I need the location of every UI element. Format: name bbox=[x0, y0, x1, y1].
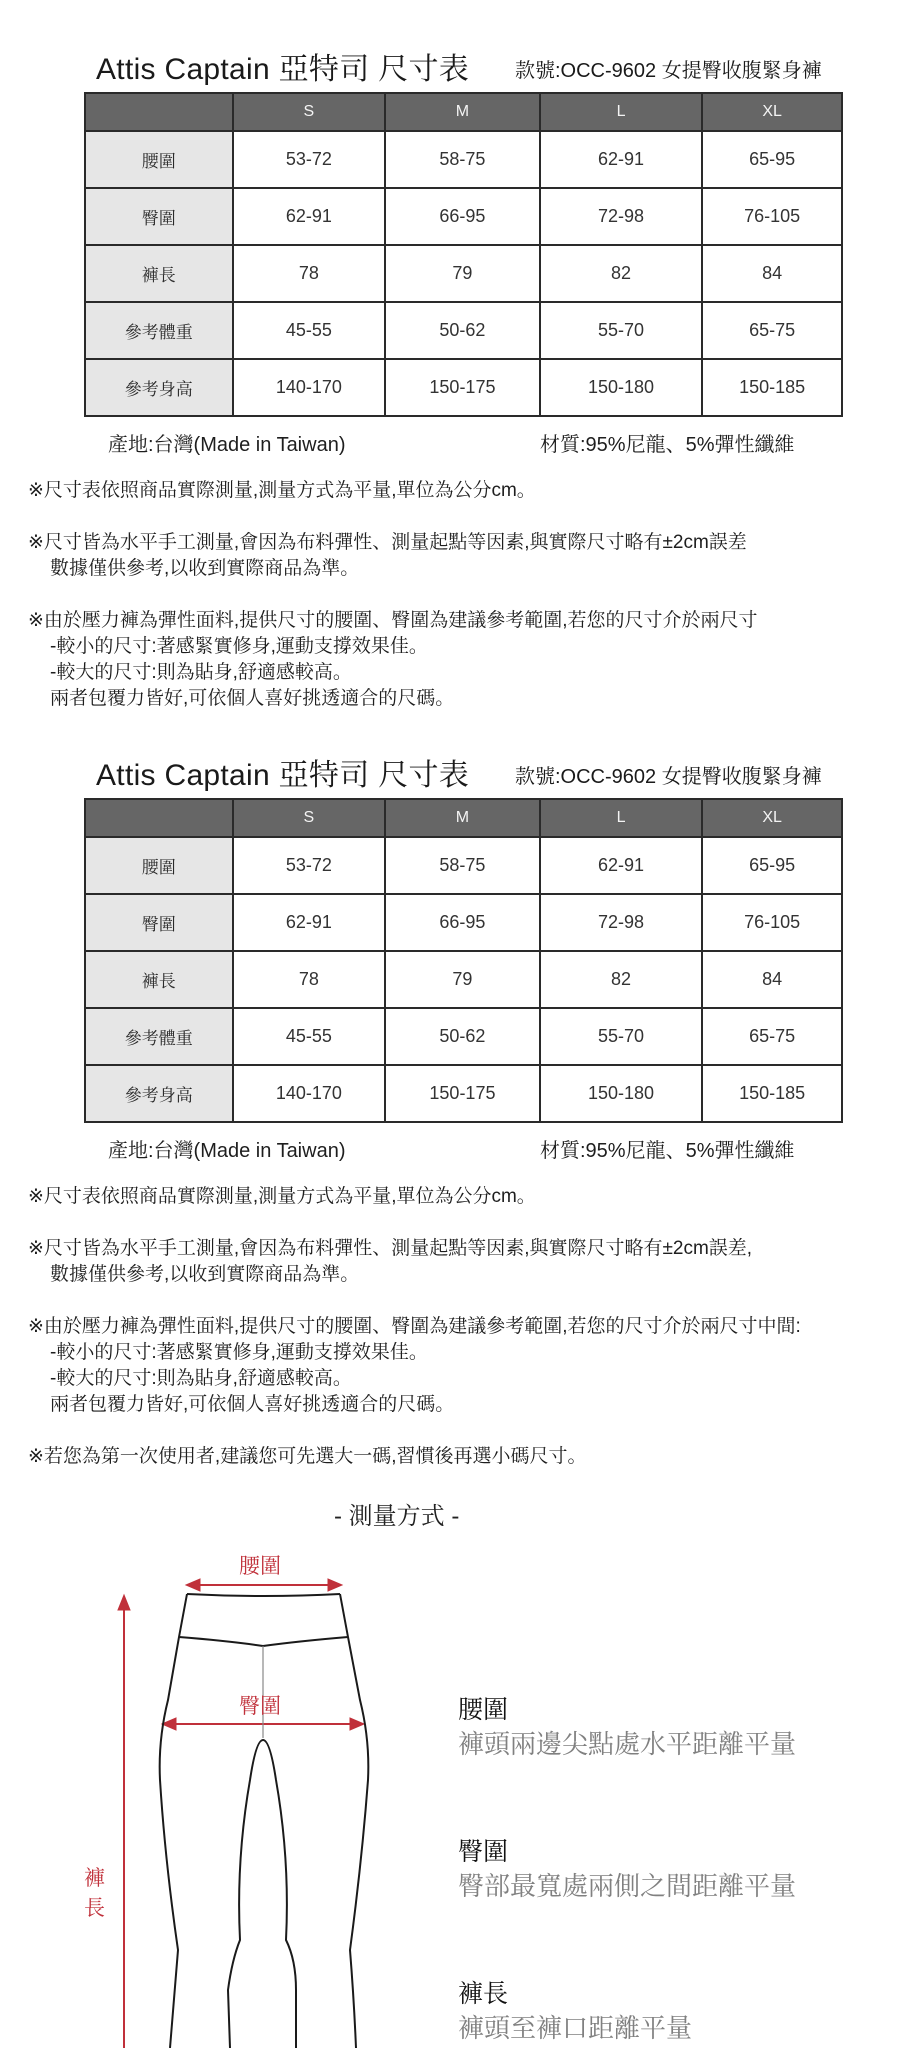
header-cell-xl: XL bbox=[702, 93, 842, 131]
table-cell: 65-95 bbox=[702, 131, 842, 188]
header-cell-m: M bbox=[385, 93, 540, 131]
table-cell: 150-175 bbox=[385, 1065, 540, 1122]
table-cell: 140-170 bbox=[233, 359, 386, 416]
size-table bbox=[84, 92, 843, 417]
header-cell-l: L bbox=[540, 799, 703, 837]
table-cell: 53-72 bbox=[233, 837, 386, 894]
table-row bbox=[85, 1065, 842, 1122]
length-diagram-label-1: 褲 bbox=[84, 1867, 105, 1890]
table-cell: 66-95 bbox=[385, 188, 540, 245]
waist-definition-desc: 褲頭兩邊尖點處水平距離平量 bbox=[458, 1729, 797, 1759]
waist-definition-term: 腰圍 bbox=[458, 1696, 509, 1724]
note-larger-size: -較大的尺寸:則為貼身,舒適感較高。 bbox=[50, 1368, 352, 1389]
header-cell-m: M bbox=[385, 799, 540, 837]
table-cell: 50-62 bbox=[385, 302, 540, 359]
material-label: 材質:95%尼龍、5%彈性纖維 bbox=[540, 1140, 795, 1162]
table-header-row bbox=[85, 93, 842, 131]
note-tolerance: ※尺寸皆為水平手工測量,會因為布料彈性、測量起點等因素,與實際尺寸略有±2cm誤差, bbox=[28, 1238, 753, 1259]
table-row bbox=[85, 951, 842, 1008]
table-cell: 45-55 bbox=[233, 1008, 386, 1065]
table-header-row bbox=[85, 799, 842, 837]
table-cell: 150-180 bbox=[540, 359, 703, 416]
pants-outline-icon bbox=[160, 1594, 369, 2048]
hip-definition-term: 臀圍 bbox=[458, 1838, 509, 1866]
header-cell-s: S bbox=[233, 93, 386, 131]
note-smaller-size: -較小的尺寸:著感緊實修身,運動支撐效果佳。 bbox=[50, 636, 428, 657]
measurement-title: - 測量方式 - bbox=[334, 1503, 460, 1530]
length-definition-desc: 褲頭至褲口距離平量 bbox=[458, 2013, 693, 2043]
row-label-waist: 腰圍 bbox=[85, 131, 233, 188]
note-first-time: ※若您為第一次使用者,建議您可先選大一碼,習慣後再選小碼尺寸。 bbox=[28, 1446, 587, 1467]
table-row bbox=[85, 302, 842, 359]
table-row bbox=[85, 245, 842, 302]
table-cell: 78 bbox=[233, 951, 386, 1008]
table-cell: 58-75 bbox=[385, 837, 540, 894]
product-model-label: 款號:OCC-9602 女提臀收腹緊身褲 bbox=[515, 766, 822, 788]
leggings-diagram bbox=[0, 1540, 460, 2048]
table-cell: 53-72 bbox=[233, 131, 386, 188]
row-label-hip: 臀圍 bbox=[85, 188, 233, 245]
table-cell: 78 bbox=[233, 245, 386, 302]
length-definition-term: 褲長 bbox=[458, 1980, 509, 2008]
row-label-height: 參考身高 bbox=[85, 359, 233, 416]
table-cell: 82 bbox=[540, 951, 703, 1008]
table-row bbox=[85, 837, 842, 894]
length-diagram-label-2: 長 bbox=[84, 1897, 105, 1920]
size-chart-title: Attis Captain 亞特司 尺寸表 bbox=[96, 759, 470, 792]
table-cell: 72-98 bbox=[540, 188, 703, 245]
table-row bbox=[85, 359, 842, 416]
table-cell: 58-75 bbox=[385, 131, 540, 188]
table-cell: 76-105 bbox=[702, 894, 842, 951]
length-arrow-icon bbox=[118, 1595, 130, 2048]
note-smaller-size: -較小的尺寸:著感緊實修身,運動支撐效果佳。 bbox=[50, 1342, 428, 1363]
header-cell-xl: XL bbox=[702, 799, 842, 837]
waist-diagram-label: 腰圍 bbox=[239, 1555, 281, 1578]
table-cell: 150-185 bbox=[702, 359, 842, 416]
table-cell: 50-62 bbox=[385, 1008, 540, 1065]
row-label-length: 褲長 bbox=[85, 951, 233, 1008]
header-cell-blank bbox=[85, 799, 233, 837]
table-cell: 62-91 bbox=[540, 837, 703, 894]
note-elastic: ※由於壓力褲為彈性面料,提供尺寸的腰圍、臀圍為建議參考範圍,若您的尺寸介於兩尺寸中間: bbox=[28, 1316, 801, 1337]
note-elastic: ※由於壓力褲為彈性面料,提供尺寸的腰圍、臀圍為建議參考範圍,若您的尺寸介於兩尺寸 bbox=[28, 610, 758, 631]
note-larger-size: -較大的尺寸:則為貼身,舒適感較高。 bbox=[50, 662, 352, 683]
hip-definition-desc: 臀部最寬處兩側之間距離平量 bbox=[458, 1871, 797, 1901]
table-cell: 66-95 bbox=[385, 894, 540, 951]
note-choose: 兩者包覆力皆好,可依個人喜好挑透適合的尺碼。 bbox=[50, 688, 455, 709]
table-cell: 76-105 bbox=[702, 188, 842, 245]
note-tolerance: ※尺寸皆為水平手工測量,會因為布料彈性、測量起點等因素,與實際尺寸略有±2cm誤差 bbox=[28, 532, 747, 553]
row-label-height: 參考身高 bbox=[85, 1065, 233, 1122]
note-tolerance-cont: 數據僅供參考,以收到實際商品為準。 bbox=[50, 1264, 360, 1285]
table-cell: 65-95 bbox=[702, 837, 842, 894]
table-row bbox=[85, 131, 842, 188]
table-cell: 45-55 bbox=[233, 302, 386, 359]
note-choose: 兩者包覆力皆好,可依個人喜好挑透適合的尺碼。 bbox=[50, 1394, 455, 1415]
table-cell: 55-70 bbox=[540, 302, 703, 359]
table-row bbox=[85, 188, 842, 245]
row-label-weight: 參考體重 bbox=[85, 1008, 233, 1065]
size-chart-title: Attis Captain 亞特司 尺寸表 bbox=[96, 53, 470, 86]
table-cell: 140-170 bbox=[233, 1065, 386, 1122]
waist-arrow-icon bbox=[186, 1579, 342, 1591]
table-cell: 55-70 bbox=[540, 1008, 703, 1065]
table-cell: 79 bbox=[385, 951, 540, 1008]
table-cell: 62-91 bbox=[540, 131, 703, 188]
table-cell: 65-75 bbox=[702, 1008, 842, 1065]
material-label: 材質:95%尼龍、5%彈性纖維 bbox=[540, 434, 795, 456]
table-row bbox=[85, 1008, 842, 1065]
row-label-waist: 腰圍 bbox=[85, 837, 233, 894]
row-label-length: 褲長 bbox=[85, 245, 233, 302]
table-cell: 62-91 bbox=[233, 894, 386, 951]
table-cell: 150-185 bbox=[702, 1065, 842, 1122]
table-cell: 84 bbox=[702, 245, 842, 302]
table-cell: 82 bbox=[540, 245, 703, 302]
row-label-hip: 臀圍 bbox=[85, 894, 233, 951]
header-cell-blank bbox=[85, 93, 233, 131]
table-cell: 72-98 bbox=[540, 894, 703, 951]
table-cell: 150-175 bbox=[385, 359, 540, 416]
size-table bbox=[84, 798, 843, 1123]
origin-label: 產地:台灣(Made in Taiwan) bbox=[108, 1140, 346, 1162]
table-cell: 65-75 bbox=[702, 302, 842, 359]
table-cell: 150-180 bbox=[540, 1065, 703, 1122]
note-measurement-unit: ※尺寸表依照商品實際測量,測量方式為平量,單位為公分cm。 bbox=[28, 1186, 536, 1207]
row-label-weight: 參考體重 bbox=[85, 302, 233, 359]
table-row bbox=[85, 894, 842, 951]
note-tolerance-cont: 數據僅供參考,以收到實際商品為準。 bbox=[50, 558, 360, 579]
header-cell-s: S bbox=[233, 799, 386, 837]
table-cell: 84 bbox=[702, 951, 842, 1008]
product-model-label: 款號:OCC-9602 女提臀收腹緊身褲 bbox=[515, 60, 822, 82]
hip-diagram-label: 臀圍 bbox=[239, 1695, 281, 1718]
note-measurement-unit: ※尺寸表依照商品實際測量,測量方式為平量,單位為公分cm。 bbox=[28, 480, 536, 501]
table-cell: 79 bbox=[385, 245, 540, 302]
header-cell-l: L bbox=[540, 93, 703, 131]
table-cell: 62-91 bbox=[233, 188, 386, 245]
origin-label: 產地:台灣(Made in Taiwan) bbox=[108, 434, 346, 456]
